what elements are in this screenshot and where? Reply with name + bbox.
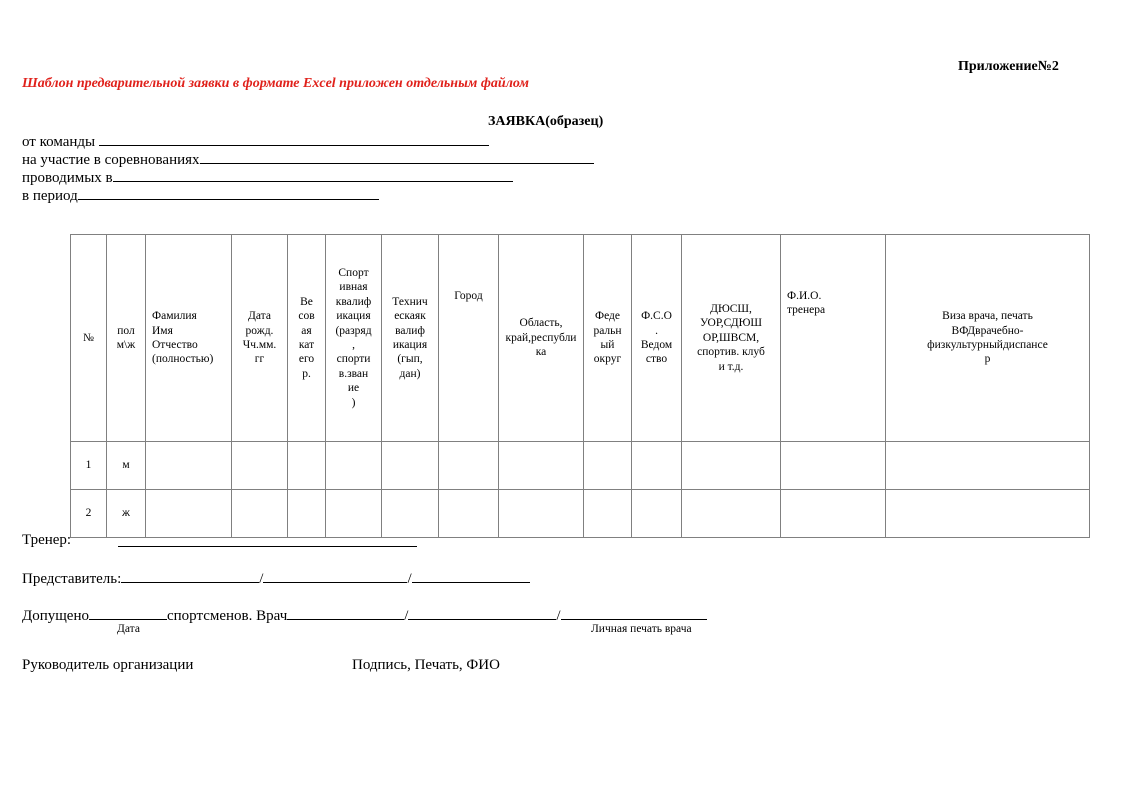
period-line [22, 185, 379, 205]
cell-empty[interactable] [584, 490, 632, 538]
head-label: Руководитель организации [22, 657, 194, 673]
period-blank[interactable] [78, 185, 379, 200]
header-doctor-visa: Виза врача, печать ВФДврачебно- физкультурныйдиспансе р [886, 235, 1090, 442]
cell-empty[interactable] [439, 442, 499, 490]
table-row [71, 442, 1090, 490]
admitted-line [22, 605, 707, 625]
template-note: Шаблон предварительной заявки в формате Excel приложен отдельным файлом [22, 76, 529, 91]
admitted-count-blank[interactable] [89, 605, 167, 620]
team-line [22, 131, 489, 151]
cell-empty[interactable] [326, 442, 382, 490]
representative-blank-2[interactable] [263, 568, 407, 583]
row-num: 2 [71, 490, 107, 538]
slash-3: / [404, 608, 409, 624]
doctor-blank-2[interactable] [408, 605, 556, 620]
cell-empty[interactable] [632, 442, 682, 490]
held-in-line [22, 167, 513, 187]
team-blank[interactable] [99, 131, 489, 146]
header-city: Город [439, 235, 499, 442]
header-full-name: Фамилия Имя Отчество (полностью) [146, 235, 232, 442]
representative-label: Представитель: [22, 571, 122, 587]
representative-line [22, 568, 530, 588]
cell-empty[interactable] [288, 442, 326, 490]
cell-empty[interactable] [781, 442, 886, 490]
header-sex: пол м\ж [107, 235, 146, 442]
period-label: в период [22, 188, 78, 204]
participation-line [22, 149, 594, 169]
date-caption: Дата [117, 623, 140, 635]
appendix-label: Приложение№2 [958, 59, 1059, 74]
header-num: № [71, 235, 107, 442]
row-sex: ж [107, 490, 146, 538]
cell-empty[interactable] [886, 442, 1090, 490]
admitted-label: Допущено [22, 608, 89, 624]
application-table [70, 234, 1090, 538]
cell-empty[interactable] [632, 490, 682, 538]
doctor-blank-1[interactable] [287, 605, 404, 620]
cell-empty[interactable] [682, 442, 781, 490]
athletes-doctor-label: спортсменов. Врач [167, 608, 288, 624]
cell-empty[interactable] [382, 442, 439, 490]
representative-blank-3[interactable] [412, 568, 530, 583]
cell-empty[interactable] [781, 490, 886, 538]
sign-stamp-label: Подпись, Печать, ФИО [352, 657, 500, 673]
row-num: 1 [71, 442, 107, 490]
cell-empty[interactable] [584, 442, 632, 490]
row-sex: м [107, 442, 146, 490]
header-federal-district: Феде ральн ый округ [584, 235, 632, 442]
table-header-row [71, 235, 1090, 442]
header-technical-qualification: Технич eскаяк валиф икация (гып, дан) [382, 235, 439, 442]
representative-blank-1[interactable] [121, 568, 259, 583]
header-sport-qualification: Спорт ивная квалиф икация (разряд , спорти в.зван ие ) [326, 235, 382, 442]
cell-empty[interactable] [439, 490, 499, 538]
cell-empty[interactable] [232, 442, 288, 490]
participation-label: на участие в соревнованиях [22, 152, 200, 168]
header-weight-category: Ве сов ая кат его р. [288, 235, 326, 442]
document-title: ЗАЯВКА(образец) [488, 114, 604, 129]
slash-1: / [259, 571, 264, 587]
held-in-blank[interactable] [113, 167, 513, 182]
stamp-caption: Личная печать врача [591, 623, 692, 635]
header-department: Ф.С.О . Ведом ство [632, 235, 682, 442]
cell-empty[interactable] [499, 490, 584, 538]
header-region: Область, край,республи ка [499, 235, 584, 442]
cell-empty[interactable] [499, 442, 584, 490]
cell-empty[interactable] [682, 490, 781, 538]
cell-empty[interactable] [886, 490, 1090, 538]
slash-4: / [556, 608, 561, 624]
held-in-label: проводимых в [22, 170, 113, 186]
slash-2: / [407, 571, 412, 587]
coach-blank[interactable] [118, 531, 417, 547]
team-label: от команды [22, 134, 96, 150]
cell-empty[interactable] [146, 442, 232, 490]
coach-label: Тренер: [22, 532, 72, 548]
header-school: ДЮСШ, УОР,СДЮШ ОР,ШВСМ, спортив. клуб и т.д. [682, 235, 781, 442]
header-birth-date: Дата рожд. Чч.мм. гг [232, 235, 288, 442]
doctor-blank-3[interactable] [561, 605, 707, 620]
participation-blank[interactable] [200, 149, 594, 164]
coach-line [22, 531, 71, 549]
header-coach-name: Ф.И.О. тренера [781, 235, 886, 442]
